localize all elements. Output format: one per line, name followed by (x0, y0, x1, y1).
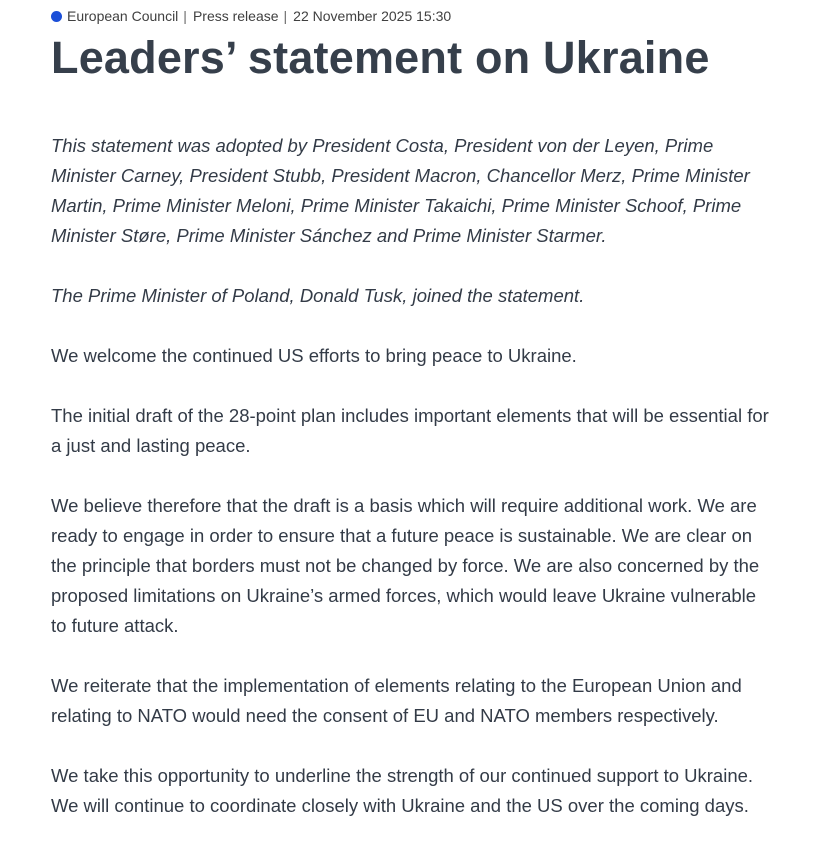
body-paragraph: The initial draft of the 28-point plan includes important elements that will be essential for a just and lasting peace. (51, 405, 769, 456)
body-paragraph: We welcome the continued US efforts to bring peace to Ukraine. (51, 345, 577, 366)
meta-datetime: 22 November 2025 15:30 (293, 8, 452, 24)
article-body (51, 131, 771, 851)
meta-separator: | (183, 8, 187, 24)
meta-organization: European Council (67, 8, 179, 24)
joined-paragraph: The Prime Minister of Poland, Donald Tusk, joined the statement. (51, 285, 585, 306)
body-paragraph: We reiterate that the implementation of elements relating to the European Union and relating to NATO would need the consent of EU and NATO members respectively. (51, 675, 742, 726)
page-title: Leaders’ statement on Ukraine (51, 32, 710, 83)
body-paragraph: We take this opportunity to underline the strength of our continued support to Ukraine. We will continue to coordinate closely with Ukraine and the US over the coming days. (51, 765, 754, 816)
council-dot-icon (51, 11, 62, 22)
press-release-meta (51, 7, 451, 25)
meta-type: Press release (192, 8, 279, 24)
body-paragraph: We believe therefore that the draft is a basis which will require additional work. We are ready to engage in order to ensure that a future peace is sustainable. We are clear on the principle that borders must not be changed by force. We are also concerned by the proposed limitations on Ukraine’s armed forces, which would leave Ukraine vulnerable to future attack. (51, 495, 760, 636)
adoption-paragraph: This statement was adopted by President Costa, President von der Leyen, Prime Minister Carney, President Stubb, President Macron, Chancellor Merz, Prime Minister Martin, Prime Minister Meloni, Prime Minister Takaichi, Prime Minister Schoof, Prime Minister Støre, Prime Minister Sánchez and Prime Minister Starmer. (51, 135, 750, 246)
meta-separator: | (283, 8, 288, 24)
